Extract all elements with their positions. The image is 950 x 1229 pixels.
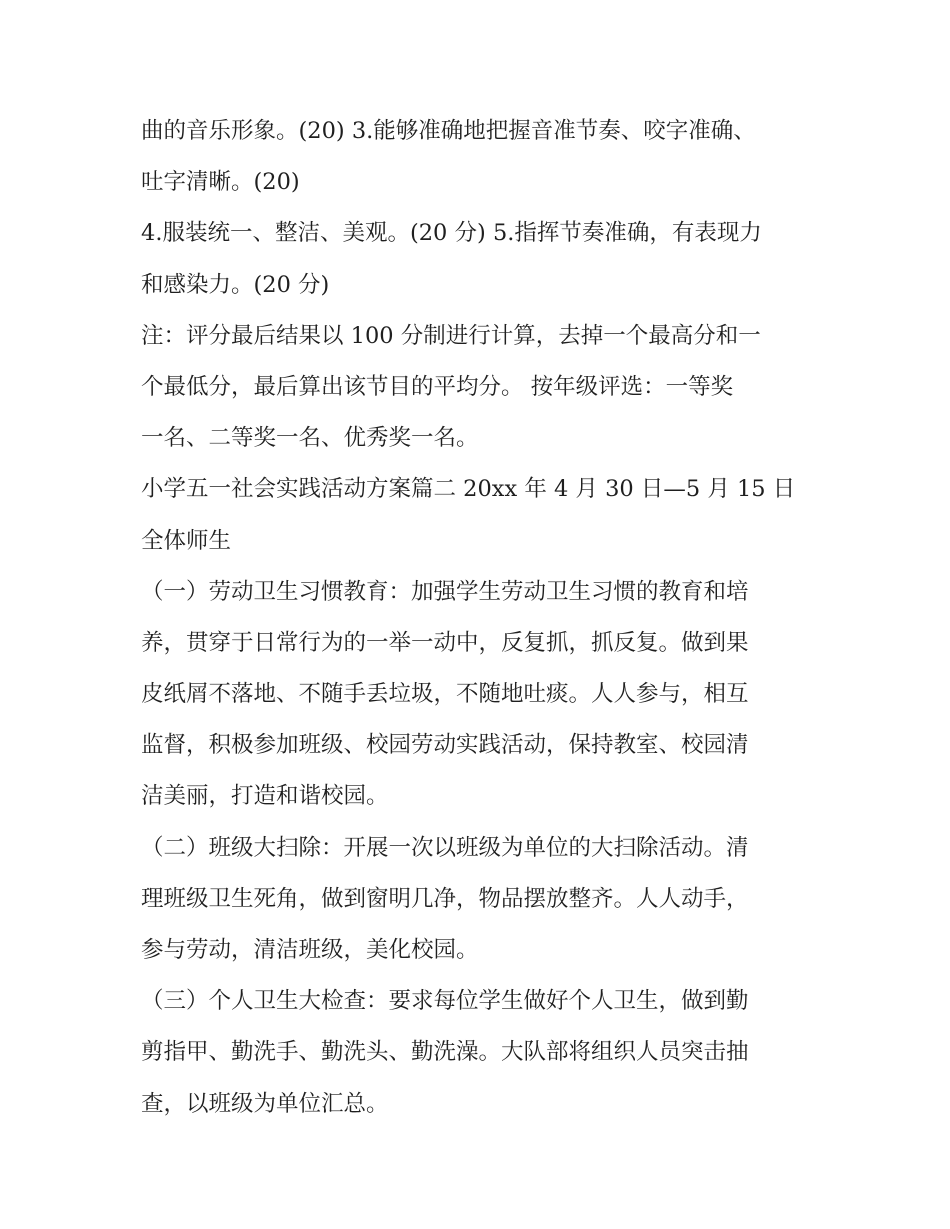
text-line: （二）班级大扫除：开展一次以班级为单位的大扫除活动。清 bbox=[141, 834, 749, 861]
text-line: 吐字清晰。(20) bbox=[141, 169, 300, 196]
text-line: 一名、二等奖一名、优秀奖一名。 bbox=[141, 425, 479, 452]
text-line: 监督，积极参加班级、校园劳动实践活动，保持教室、校园清 bbox=[141, 732, 749, 759]
document-body bbox=[141, 106, 821, 1130]
text-line: 查，以班级为单位汇总。 bbox=[141, 1090, 389, 1117]
text-line: 理班级卫生死角，做到窗明几净，物品摆放整齐。人人动手， bbox=[141, 885, 749, 912]
text-line: 参与劳动，清洁班级，美化校园。 bbox=[141, 937, 479, 963]
text-line: 4.服装统一、整洁、美观。(20 分) 5.指挥节奏准确，有表现力 bbox=[141, 220, 762, 247]
section-heading-line: 小学五一社会实践活动方案篇二 20xx 年 4 月 30 日—5 月 15 日 bbox=[141, 476, 796, 503]
text-line: 皮纸屑不落地、不随手丢垃圾，不随地吐痰。人人参与，相互 bbox=[141, 681, 749, 708]
text-line: 和感染力。(20 分) bbox=[141, 271, 330, 298]
text-line: 个最低分，最后算出该节目的平均分。 按年级评选：一等奖 bbox=[141, 373, 734, 400]
text-line: 洁美丽，打造和谐校园。 bbox=[141, 783, 389, 810]
text-line: （三）个人卫生大检查：要求每位学生做好个人卫生，做到勤 bbox=[141, 988, 749, 1015]
text-line: 注：评分最后结果以 100 分制进行计算，去掉一个最高分和一 bbox=[141, 322, 761, 349]
text-line: （一）劳动卫生习惯教育：加强学生劳动卫生习惯的教育和培 bbox=[141, 578, 749, 605]
text-line: 养，贯穿于日常行为的一举一动中，反复抓，抓反复。做到果 bbox=[141, 629, 749, 656]
text-line: 全体师生 bbox=[141, 527, 232, 554]
text-line: 曲的音乐形象。(20) 3.能够准确地把握音准节奏、咬字准确、 bbox=[141, 118, 756, 144]
text-line: 剪指甲、勤洗手、勤洗头、勤洗澡。大队部将组织人员突击抽 bbox=[141, 1039, 749, 1066]
